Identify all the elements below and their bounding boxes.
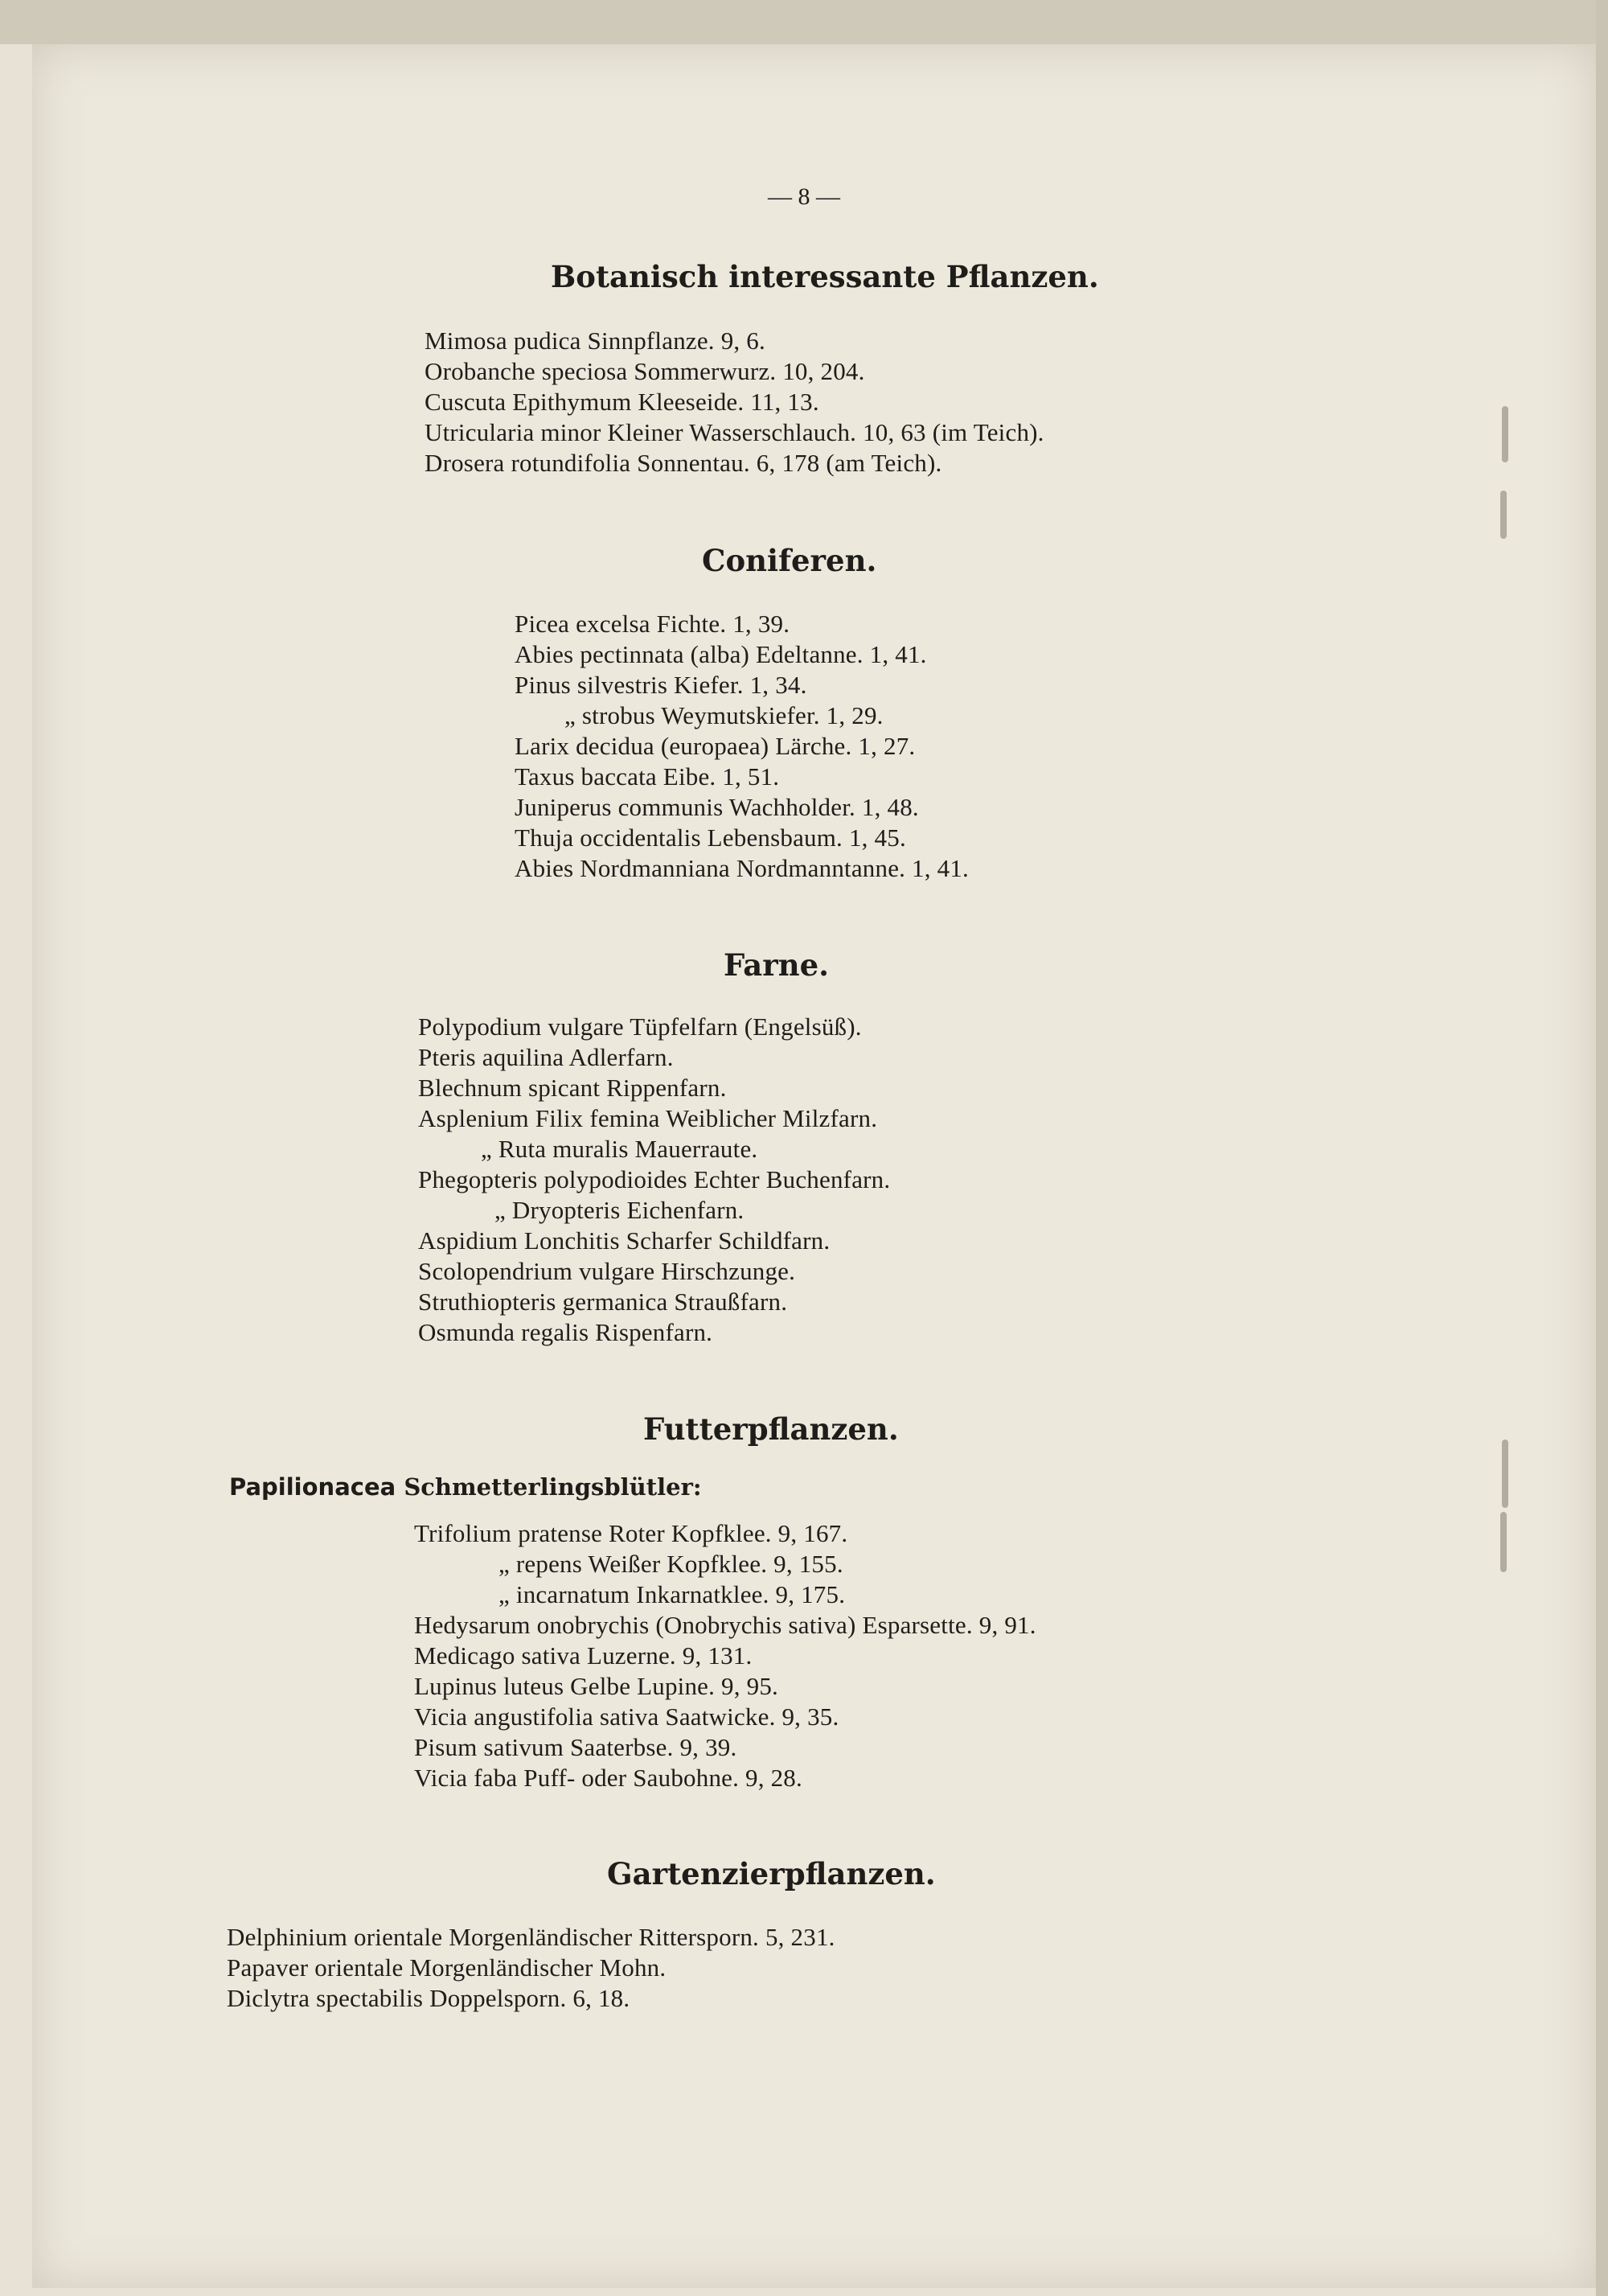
entry-line: Phegopteris polypodioides Echter Buchenfarn. <box>418 1165 891 1193</box>
entry-line: Vicia angustifolia sativa Saatwicke. 9, 35. <box>414 1702 839 1731</box>
entry-line: Pteris aquilina Adlerfarn. <box>418 1043 674 1071</box>
entry-line: Vicia faba Puff- oder Saubohne. 9, 28. <box>414 1764 802 1792</box>
entry-line: „ incarnatum Inkarnatklee. 9, 175. <box>498 1580 846 1608</box>
binding-mark <box>1502 1440 1508 1508</box>
entry-line: Orobanche speciosa Sommerwurz. 10, 204. <box>425 357 865 385</box>
entry-line: Osmunda regalis Rispenfarn. <box>418 1318 713 1346</box>
entry-line: Diclytra spectabilis Doppelsporn. 6, 18. <box>227 1984 630 2012</box>
entry-line: Struthiopteris germanica Straußfarn. <box>418 1288 788 1316</box>
entry-line: Polypodium vulgare Tüpfelfarn (Engelsüß). <box>418 1012 862 1041</box>
entry-line: Pisum sativum Saaterbse. 9, 39. <box>414 1733 737 1761</box>
entry-line: Mimosa pudica Sinnpflanze. 9, 6. <box>425 327 765 355</box>
binding-mark <box>1502 406 1508 462</box>
family-german: Schmetterlingsblütler: <box>404 1473 702 1501</box>
family-latin: Papilionacea <box>229 1473 396 1501</box>
entry-line: Taxus baccata Eibe. 1, 51. <box>515 762 780 791</box>
entry-line: Picea excelsa Fichte. 1, 39. <box>515 610 790 638</box>
entry-line: Utricularia minor Kleiner Wasserschlauch. 10, 63 (im Teich). <box>425 418 1044 446</box>
entry-line: Aspidium Lonchitis Scharfer Schildfarn. <box>418 1226 831 1255</box>
entry-line: „ Dryopteris Eichenfarn. <box>494 1196 745 1224</box>
entry-line: Trifolium pratense Roter Kopfklee. 9, 167. <box>414 1519 848 1547</box>
entry-line: Scolopendrium vulgare Hirschzunge. <box>418 1257 796 1285</box>
section-heading-botanical: Botanisch interessante Pflanzen. <box>551 259 1099 294</box>
entry-line: Larix decidua (europaea) Lärche. 1, 27. <box>515 732 916 760</box>
binding-mark <box>1500 1512 1507 1572</box>
family-label <box>229 1473 702 1501</box>
entry-line: Thuja occidentalis Lebensbaum. 1, 45. <box>515 824 906 852</box>
scan-top-edge <box>0 0 1608 44</box>
entry-line: „ Ruta muralis Mauerraute. <box>481 1135 758 1163</box>
entry-line: Abies pectinnata (alba) Edeltanne. 1, 41. <box>515 640 927 668</box>
entry-line: Cuscuta Epithymum Kleeseide. 11, 13. <box>425 388 819 416</box>
entry-line: Juniperus communis Wachholder. 1, 48. <box>515 793 919 821</box>
entry-line: „ repens Weißer Kopfklee. 9, 155. <box>498 1550 843 1578</box>
scan-right-edge <box>1596 0 1608 2296</box>
binding-mark <box>1500 491 1507 539</box>
entry-line: Blechnum spicant Rippenfarn. <box>418 1074 727 1102</box>
entry-line: Pinus silvestris Kiefer. 1, 34. <box>515 671 807 699</box>
section-heading-farne: Farne. <box>724 947 830 983</box>
entry-line: Abies Nordmanniana Nordmanntanne. 1, 41. <box>515 854 970 882</box>
section-heading-coniferen: Coniferen. <box>702 543 877 578</box>
entry-line: Medicago sativa Luzerne. 9, 131. <box>414 1641 753 1670</box>
section-heading-gartenzierpflanzen: Gartenzierpflanzen. <box>607 1856 936 1891</box>
entry-line: Asplenium Filix femina Weiblicher Milzfarn. <box>418 1104 878 1132</box>
entry-line: Hedysarum onobrychis (Onobrychis sativa) Esparsette. 9, 91. <box>414 1611 1036 1639</box>
entry-line: Delphinium orientale Morgenländischer Rittersporn. 5, 231. <box>227 1923 835 1951</box>
section-heading-futterpflanzen: Futterpflanzen. <box>643 1411 899 1447</box>
entry-line: Lupinus luteus Gelbe Lupine. 9, 95. <box>414 1672 778 1700</box>
entry-line: Drosera rotundifolia Sonnentau. 6, 178 (am Teich). <box>425 449 942 477</box>
page-number: — 8 — <box>768 183 840 210</box>
entry-line: Papaver orientale Morgenländischer Mohn. <box>227 1953 667 1982</box>
entry-line: „ strobus Weymutskiefer. 1, 29. <box>564 701 884 729</box>
